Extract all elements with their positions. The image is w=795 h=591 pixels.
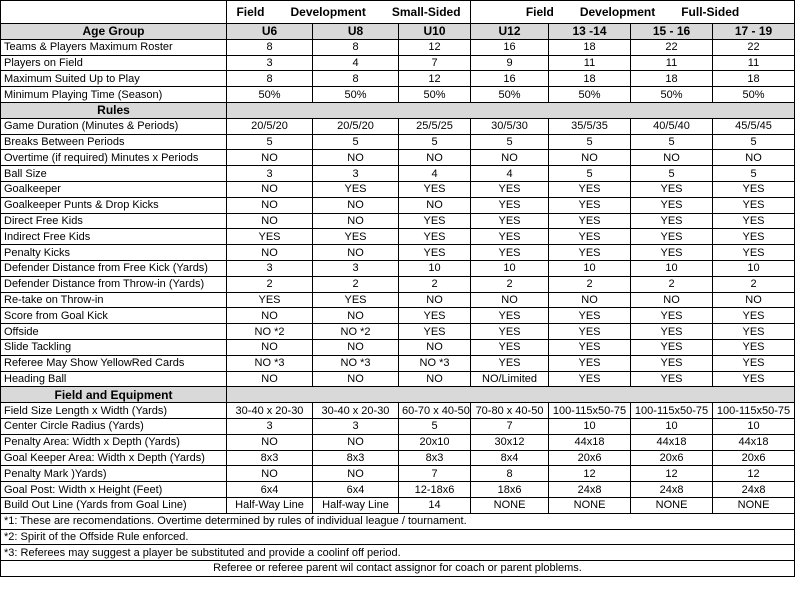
table-row [1, 229, 795, 245]
cell-value: 3 [227, 55, 313, 71]
cell-value: 3 [313, 260, 399, 276]
cell-value: YES [399, 245, 471, 261]
header-field-label: Field [236, 5, 265, 19]
cell-value: NO [549, 292, 631, 308]
table-row [1, 308, 795, 324]
age-column-header: 17 - 19 [713, 24, 795, 40]
cell-value: YES [399, 181, 471, 197]
header-small-sided-label: Small-Sided [391, 5, 461, 19]
cell-value: 5 [549, 134, 631, 150]
note-text: *3: Referees may suggest a player be substituted and provide a coolinf off period. [1, 545, 795, 561]
cell-value: NO [227, 339, 313, 355]
cell-value: YES [399, 229, 471, 245]
cell-value: YES [549, 308, 631, 324]
cell-value: YES [549, 197, 631, 213]
row-label: Goalkeeper Punts & Drop Kicks [1, 197, 227, 213]
cell-value: NO [549, 150, 631, 166]
table-row [1, 418, 795, 434]
cell-value: YES [399, 324, 471, 340]
cell-value: YES [631, 355, 713, 371]
row-label: Indirect Free Kids [1, 229, 227, 245]
row-label: Players on Field [1, 55, 227, 71]
cell-value: NO [313, 371, 399, 387]
cell-value: 100-115x50-75 [631, 403, 713, 419]
row-label: Game Duration (Minutes & Periods) [1, 118, 227, 134]
table-row [1, 497, 795, 513]
footer-row [1, 561, 795, 577]
cell-value: 12 [713, 466, 795, 482]
cell-value: 100-115x50-75 [549, 403, 631, 419]
cell-value: 10 [549, 260, 631, 276]
cell-value: 50% [549, 87, 631, 103]
cell-value: YES [549, 213, 631, 229]
note-text: *1: These are recomendations. Overtime determined by rules of individual league / tournament. [1, 513, 795, 529]
header-field-label: Field [525, 5, 554, 19]
cell-value: 20x6 [549, 450, 631, 466]
cell-value: YES [631, 213, 713, 229]
cell-value: NO [313, 308, 399, 324]
note-row [1, 513, 795, 529]
cell-value: 5 [399, 418, 471, 434]
cell-value: 5 [631, 134, 713, 150]
cell-value: NO [227, 434, 313, 450]
age-column-header: U6 [227, 24, 313, 40]
row-label: Field Size Length x Width (Yards) [1, 403, 227, 419]
cell-value: 40/5/40 [631, 118, 713, 134]
cell-value: 5 [713, 166, 795, 182]
cell-value: 10 [631, 418, 713, 434]
cell-value: NONE [549, 497, 631, 513]
cell-value: YES [399, 213, 471, 229]
header-development-label: Development [290, 5, 366, 19]
cell-value: YES [471, 324, 549, 340]
cell-value: 24x8 [549, 482, 631, 498]
cell-value: NO [313, 466, 399, 482]
cell-value: 8 [471, 466, 549, 482]
row-label: Direct Free Kids [1, 213, 227, 229]
cell-value: 10 [471, 260, 549, 276]
cell-value: NO [227, 245, 313, 261]
cell-value: YES [631, 181, 713, 197]
cell-value: YES [549, 324, 631, 340]
row-label: Referee May Show YellowRed Cards [1, 355, 227, 371]
field-section-row [1, 387, 795, 403]
age-column-header: 13 -14 [549, 24, 631, 40]
table-row [1, 39, 795, 55]
cell-value: NO [313, 197, 399, 213]
cell-value: 2 [713, 276, 795, 292]
header-development-label: Development [579, 5, 656, 19]
cell-value: NO [313, 245, 399, 261]
cell-value: NO *2 [227, 324, 313, 340]
cell-value: 50% [227, 87, 313, 103]
cell-value: NO [631, 292, 713, 308]
cell-value: YES [471, 229, 549, 245]
cell-value: Half-way Line [313, 497, 399, 513]
row-label: Goal Post: Width x Height (Feet) [1, 482, 227, 498]
table-row [1, 339, 795, 355]
cell-value: YES [471, 355, 549, 371]
cell-value: 12 [399, 39, 471, 55]
cell-value: YES [713, 181, 795, 197]
table-row [1, 260, 795, 276]
cell-value: NO [227, 197, 313, 213]
cell-value: 16 [471, 71, 549, 87]
cell-value: NO [227, 466, 313, 482]
section-title: Rules [1, 102, 227, 118]
table-row [1, 197, 795, 213]
cell-value: 30/5/30 [471, 118, 549, 134]
table-row [1, 166, 795, 182]
cell-value: 50% [313, 87, 399, 103]
cell-value: 8x4 [471, 450, 549, 466]
row-label: Maximum Suited Up to Play [1, 71, 227, 87]
row-label: Minimum Playing Time (Season) [1, 87, 227, 103]
row-label: Breaks Between Periods [1, 134, 227, 150]
row-label: Build Out Line (Yards from Goal Line) [1, 497, 227, 513]
cell-value: 18 [549, 39, 631, 55]
row-label: Re-take on Throw-in [1, 292, 227, 308]
note-row [1, 545, 795, 561]
cell-value: YES [227, 229, 313, 245]
age-column-header: U8 [313, 24, 399, 40]
cell-value: YES [227, 292, 313, 308]
cell-value: YES [713, 229, 795, 245]
cell-value: NO [399, 292, 471, 308]
table-row [1, 355, 795, 371]
table-row [1, 466, 795, 482]
cell-value: 45/5/45 [713, 118, 795, 134]
cell-value: 4 [471, 166, 549, 182]
row-label: Overtime (if required) Minutes x Periods [1, 150, 227, 166]
section-fill [227, 387, 795, 403]
cell-value: YES [471, 213, 549, 229]
cell-value: NO [631, 150, 713, 166]
cell-value: YES [549, 339, 631, 355]
cell-value: NO/Limited [471, 371, 549, 387]
table-row [1, 118, 795, 134]
cell-value: YES [549, 229, 631, 245]
cell-value: NO [399, 197, 471, 213]
cell-value: YES [713, 371, 795, 387]
table-row [1, 213, 795, 229]
cell-value: YES [313, 292, 399, 308]
table-row [1, 482, 795, 498]
cell-value: NO *3 [313, 355, 399, 371]
cell-value: 24x8 [631, 482, 713, 498]
section-title: Field and Equipment [1, 387, 227, 403]
cell-value: Half-Way Line [227, 497, 313, 513]
cell-value: 14 [399, 497, 471, 513]
header-row [1, 1, 795, 24]
cell-value: 11 [713, 55, 795, 71]
cell-value: 50% [399, 87, 471, 103]
cell-value: YES [549, 245, 631, 261]
cell-value: 11 [631, 55, 713, 71]
cell-value: 25/5/25 [399, 118, 471, 134]
table-row [1, 450, 795, 466]
row-label: Penalty Kicks [1, 245, 227, 261]
cell-value: YES [713, 339, 795, 355]
cell-value: 2 [549, 276, 631, 292]
cell-value: YES [713, 213, 795, 229]
cell-value: 20x6 [631, 450, 713, 466]
cell-value: NO [227, 308, 313, 324]
cell-value: 8x3 [227, 450, 313, 466]
cell-value: 30-40 x 20-30 [313, 403, 399, 419]
row-label: Heading Ball [1, 371, 227, 387]
cell-value: NO [313, 150, 399, 166]
cell-value: 8 [313, 39, 399, 55]
cell-value: NO [313, 434, 399, 450]
cell-value: 18x6 [471, 482, 549, 498]
cell-value: 2 [313, 276, 399, 292]
cell-value: YES [713, 355, 795, 371]
cell-value: NO [713, 150, 795, 166]
cell-value: 6x4 [313, 482, 399, 498]
table-row [1, 276, 795, 292]
cell-value: YES [471, 245, 549, 261]
cell-value: 60-70 x 40-50 [399, 403, 471, 419]
cell-value: 7 [399, 466, 471, 482]
cell-value: 3 [227, 418, 313, 434]
cell-value: 35/5/35 [549, 118, 631, 134]
row-label: Penalty Mark )Yards) [1, 466, 227, 482]
cell-value: 44x18 [549, 434, 631, 450]
cell-value: 50% [713, 87, 795, 103]
table-row [1, 150, 795, 166]
cell-value: YES [549, 181, 631, 197]
cell-value: 10 [631, 260, 713, 276]
cell-value: 22 [631, 39, 713, 55]
note-text: *2: Spirit of the Offside Rule enforced. [1, 529, 795, 545]
row-label: Teams & Players Maximum Roster [1, 39, 227, 55]
cell-value: NO *2 [313, 324, 399, 340]
cell-value: 10 [713, 418, 795, 434]
cell-value: 18 [549, 71, 631, 87]
row-label: Center Circle Radius (Yards) [1, 418, 227, 434]
cell-value: 18 [631, 71, 713, 87]
cell-value: 12-18x6 [399, 482, 471, 498]
cell-value: NO [227, 371, 313, 387]
cell-value: 5 [631, 166, 713, 182]
header-small-sided [227, 1, 471, 24]
row-label: Defender Distance from Free Kick (Yards) [1, 260, 227, 276]
section-fill [227, 102, 795, 118]
cell-value: YES [471, 308, 549, 324]
age-column-header: 15 - 16 [631, 24, 713, 40]
cell-value: 2 [227, 276, 313, 292]
cell-value: 5 [549, 166, 631, 182]
cell-value: YES [549, 371, 631, 387]
cell-value: YES [471, 339, 549, 355]
cell-value: 20/5/20 [313, 118, 399, 134]
cell-value: 12 [549, 466, 631, 482]
cell-value: YES [471, 181, 549, 197]
cell-value: NONE [713, 497, 795, 513]
cell-value: NO *3 [227, 355, 313, 371]
cell-value: NO [227, 150, 313, 166]
cell-value: NO [227, 181, 313, 197]
cell-value: 8x3 [313, 450, 399, 466]
note-row [1, 529, 795, 545]
cell-value: 7 [471, 418, 549, 434]
cell-value: 6x4 [227, 482, 313, 498]
section-title: Age Group [1, 24, 227, 40]
row-label: Ball Size [1, 166, 227, 182]
footer-text: Referee or referee parent wil contact assignor for coach or parent ploblems. [1, 561, 795, 577]
table-row [1, 71, 795, 87]
table-row [1, 55, 795, 71]
row-label: Score from Goal Kick [1, 308, 227, 324]
cell-value: 3 [313, 166, 399, 182]
header-blank [1, 1, 227, 24]
row-label: Offside [1, 324, 227, 340]
table-row [1, 181, 795, 197]
cell-value: 4 [313, 55, 399, 71]
cell-value: 12 [399, 71, 471, 87]
cell-value: 3 [227, 166, 313, 182]
cell-value: 8 [227, 39, 313, 55]
cell-value: 10 [713, 260, 795, 276]
cell-value: 2 [471, 276, 549, 292]
cell-value: YES [549, 355, 631, 371]
table-row [1, 324, 795, 340]
cell-value: NO [227, 213, 313, 229]
cell-value: 4 [399, 166, 471, 182]
age-column-header: U10 [399, 24, 471, 40]
cell-value: 12 [631, 466, 713, 482]
cell-value: YES [399, 308, 471, 324]
cell-value: YES [471, 197, 549, 213]
table-row [1, 292, 795, 308]
cell-value: YES [313, 229, 399, 245]
cell-value: 44x18 [631, 434, 713, 450]
age-column-header: U12 [471, 24, 549, 40]
cell-value: 10 [549, 418, 631, 434]
cell-value: 18 [713, 71, 795, 87]
header-full-sided-label: Full-Sided [681, 5, 740, 19]
cell-value: NO [399, 371, 471, 387]
cell-value: 8 [313, 71, 399, 87]
cell-value: 24x8 [713, 482, 795, 498]
cell-value: NO [471, 150, 549, 166]
cell-value: 70-80 x 40-50 [471, 403, 549, 419]
cell-value: 10 [399, 260, 471, 276]
cell-value: 11 [549, 55, 631, 71]
cell-value: 5 [313, 134, 399, 150]
cell-value: 3 [313, 418, 399, 434]
cell-value: YES [631, 371, 713, 387]
cell-value: YES [631, 197, 713, 213]
cell-value: NO [399, 339, 471, 355]
cell-value: YES [713, 324, 795, 340]
cell-value: NO [313, 213, 399, 229]
cell-value: 50% [471, 87, 549, 103]
cell-value: 2 [399, 276, 471, 292]
cell-value: 20/5/20 [227, 118, 313, 134]
cell-value: 100-115x50-75 [713, 403, 795, 419]
cell-value: NO *3 [399, 355, 471, 371]
cell-value: 8x3 [399, 450, 471, 466]
cell-value: NO [471, 292, 549, 308]
cell-value: 5 [399, 134, 471, 150]
cell-value: YES [631, 245, 713, 261]
cell-value: YES [713, 245, 795, 261]
row-label: Defender Distance from Throw-in (Yards) [1, 276, 227, 292]
cell-value: YES [713, 197, 795, 213]
cell-value: 20x10 [399, 434, 471, 450]
cell-value: YES [631, 229, 713, 245]
cell-value: 5 [227, 134, 313, 150]
cell-value: NO [713, 292, 795, 308]
cell-value: 8 [227, 71, 313, 87]
cell-value: 5 [471, 134, 549, 150]
cell-value: NO [399, 150, 471, 166]
row-label: Slide Tackling [1, 339, 227, 355]
cell-value: NO [313, 339, 399, 355]
cell-value: NONE [631, 497, 713, 513]
table-row [1, 134, 795, 150]
table-row [1, 371, 795, 387]
age_group-section-row [1, 24, 795, 40]
table-row [1, 403, 795, 419]
header-full-sided [471, 1, 795, 24]
cell-value: 22 [713, 39, 795, 55]
cell-value: 50% [631, 87, 713, 103]
row-label: Penalty Area: Width x Depth (Yards) [1, 434, 227, 450]
rules-section-row [1, 102, 795, 118]
cell-value: YES [631, 308, 713, 324]
cell-value: 5 [713, 134, 795, 150]
cell-value: YES [713, 308, 795, 324]
cell-value: 30x12 [471, 434, 549, 450]
row-label: Goal Keeper Area: Width x Depth (Yards) [1, 450, 227, 466]
row-label: Goalkeeper [1, 181, 227, 197]
cell-value: NONE [471, 497, 549, 513]
cell-value: 20x6 [713, 450, 795, 466]
table-row [1, 434, 795, 450]
cell-value: 7 [399, 55, 471, 71]
cell-value: 9 [471, 55, 549, 71]
cell-value: 16 [471, 39, 549, 55]
cell-value: YES [631, 339, 713, 355]
cell-value: YES [631, 324, 713, 340]
cell-value: 2 [631, 276, 713, 292]
table-row [1, 87, 795, 103]
cell-value: YES [313, 181, 399, 197]
cell-value: 3 [227, 260, 313, 276]
table-row [1, 245, 795, 261]
cell-value: 30-40 x 20-30 [227, 403, 313, 419]
cell-value: 44x18 [713, 434, 795, 450]
